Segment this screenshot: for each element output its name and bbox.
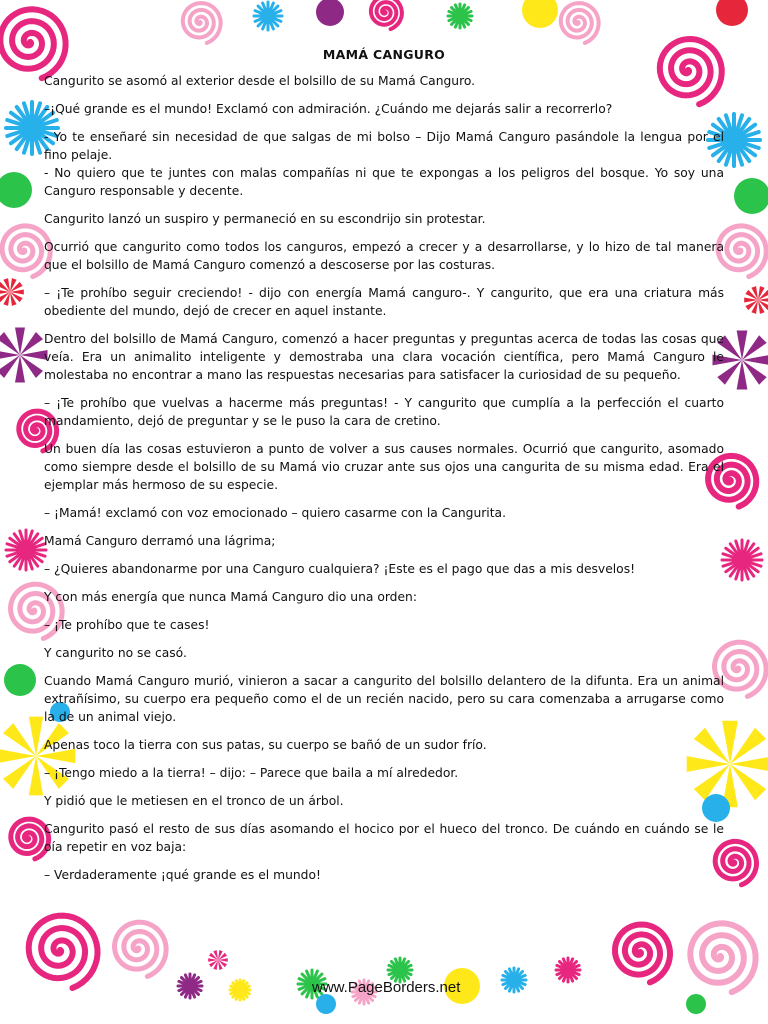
paragraph-3: - Yo te enseñaré sin necesidad de que salgas de mi bolso – Dijo Mamá Canguro pasándole la lengua por el fino pelaje. xyxy=(44,130,724,162)
paragraph-13: – ¿Quieres abandonarme por una Canguro cualquiera? ¡Este es el pago que das a mis desvelos! xyxy=(44,562,636,576)
dot-decoration xyxy=(4,664,36,696)
pinwheel-decoration xyxy=(758,298,768,303)
spiral-decoration xyxy=(718,226,766,277)
paragraph-2: –¡Qué grande es el mundo! Exclamó con admiración. ¿Cuándo me dejarás salir a recorrerlo? xyxy=(44,102,613,116)
spiral-decoration xyxy=(561,3,599,43)
spiral-decoration xyxy=(115,922,167,976)
document-title: MAMÁ CANGURO xyxy=(322,47,446,62)
paragraph-5: Cangurito lanzó un suspiro y permaneció en su escondrijo sin protestar. xyxy=(44,212,486,226)
paragraph-21: Cangurito pasó el resto de sus días asomando el hocico por el hueco del tronco. De cuándo en cuándo se le oía repetir en voz baja: xyxy=(44,822,724,854)
spiral-decoration xyxy=(615,925,670,983)
spiral-decoration xyxy=(690,923,755,992)
dot-decoration xyxy=(316,0,344,26)
paragraph-22: – Verdaderamente ¡qué grande es el mundo! xyxy=(44,868,321,882)
document-body xyxy=(44,46,724,894)
paragraph-4: - No quiero que te juntes con malas compañías ni que te expongas a los peligros del bosque. Yo soy una Canguro responsable y decente. xyxy=(44,166,724,198)
paragraph-19: – ¡Tengo miedo a la tierra! – dijo: – Parece que baila a mí alrededor. xyxy=(44,766,459,780)
paragraph-18: Apenas toco la tierra con sus patas, su cuerpo se bañó de un sudor frío. xyxy=(44,738,487,752)
dot-decoration xyxy=(716,0,748,26)
paragraph-14: Y con más energía que nunca Mamá Canguro dio una orden: xyxy=(44,590,417,604)
paragraph-16: Y cangurito no se casó. xyxy=(44,646,187,660)
footer-website[interactable]: www.PageBorders.net xyxy=(312,979,461,996)
paragraph-6: Ocurrió que cangurito como todos los canguros, empezó a crecer y a desarrollarse, y lo hizo de tal manera que el bolsillo de Mamá Canguro comenzó a descoserse por las costuras. xyxy=(44,240,724,272)
paragraph-8: Dentro del bolsillo de Mamá Canguro, comenzó a hacer preguntas y preguntas acerca de todas las cosas que veía. Era un animalito inteligente y demostraba una clara vocación científica, pero Mamá Canguro le molestaba no encontrar a mano las respuestas necesarias para satisfacer la curiosidad de su pequeño. xyxy=(44,332,724,382)
dot-decoration xyxy=(316,994,336,1014)
paragraph-12: Mamá Canguro derramó una lágrima; xyxy=(44,534,276,548)
dot-decoration xyxy=(0,172,32,208)
spiral-decoration xyxy=(11,819,49,859)
paragraph-1: Cangurito se asomó al exterior desde el bolsillo de su Mamá Canguro. xyxy=(44,74,476,88)
paragraph-20: Y pidió que le metiesen en el tronco de un árbol. xyxy=(44,794,344,808)
paragraph-10: Un buen día las cosas estuvieron a punto de volver a sus causes normales. Ocurrió que cangurito, asomado como siempre desde el bolsillo de su Mamá vio cruzar ante sus ojos una cangurita de su misma edad. Era el ejemplar más hermoso de su especie. xyxy=(44,442,724,492)
paragraph-11: – ¡Mamá! exclamó con voz emocionado – quiero casarme con la Cangurita. xyxy=(44,506,506,520)
paragraph-15: – ¡Te prohíbo que te cases! xyxy=(44,618,210,632)
dot-decoration xyxy=(686,994,706,1014)
dot-decoration xyxy=(734,178,768,214)
pinwheel-decoration xyxy=(0,290,10,295)
spiral-decoration xyxy=(371,0,402,29)
dot-decoration xyxy=(522,0,558,28)
paragraph-9: – ¡Te prohíbo que vuelvas a hacerme más preguntas! - Y cangurito que cumplía a la perfección el cuarto mandamiento, dejó de preguntar y se le puso la cara de cretino. xyxy=(44,396,724,428)
paragraph-7: – ¡Te prohíbo seguir creciendo! - dijo con energía Mamá canguro-. Y cangurito, que era una criatura más obediente del mundo, dejó de crecer en aquel instante. xyxy=(44,286,724,318)
spiral-decoration xyxy=(29,916,98,988)
paragraph-17: Cuando Mamá Canguro murió, vinieron a sacar a cangurito del bolsillo delantero de la difunta. Era un animal extrañísimo, su cuerpo era pequeño como el de un recién nacido, pero su cara comenzaba a arrugarse como la de un animal viejo. xyxy=(44,674,724,724)
spiral-decoration xyxy=(2,226,50,277)
spiral-decoration xyxy=(183,3,221,43)
